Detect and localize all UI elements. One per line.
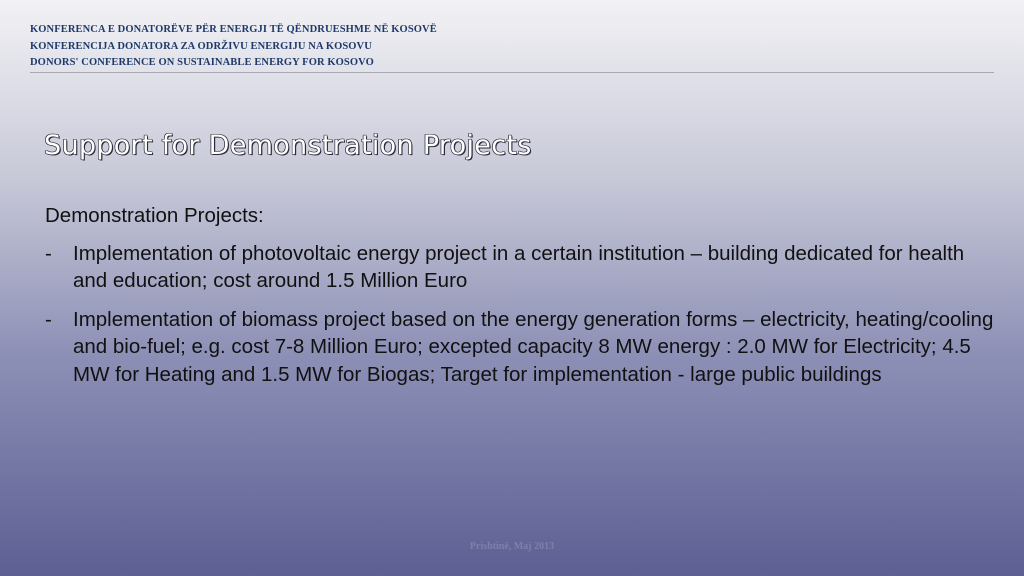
- footer-location-date: Prishtinë, Maj 2013: [469, 541, 555, 552]
- bullet-text: Implementation of photovoltaic energy project in a certain institution – building dedicated for health and education; cost around 1.5 Million Euro: [73, 241, 965, 292]
- bullet-item: [45, 306, 995, 389]
- bullet-item: [45, 240, 995, 295]
- bullet-marker: -: [45, 307, 52, 331]
- slide-body: [45, 202, 995, 399]
- header-line-english: DONORS' CONFERENCE ON SUSTAINABLE ENERGY FOR KOSOVO: [30, 57, 374, 68]
- header-line-serbian: KONFERENCIJA DONATORA ZA ODRŽIVU ENERGIJU NA KOSOVU: [30, 40, 372, 52]
- conference-header: [30, 22, 437, 72]
- header-line-albanian: KONFERENCA E DONATORËVE PËR ENERGJI TË QËNDRUESHME NË KOSOVË: [30, 24, 437, 35]
- header-divider: [30, 72, 994, 73]
- bullet-list: [45, 240, 995, 389]
- intro-text: Demonstration Projects:: [45, 204, 264, 227]
- bullet-marker: -: [45, 241, 52, 265]
- bullet-text: Implementation of biomass project based on the energy generation forms – electricity, heating/cooling and bio-fuel; e.g. cost 7-8 Million Euro; excepted capacity 8 MW energy : 2.0 MW for Electricity; 4.5 MW for Heating and 1.5 MW for Biogas; Target for implementation - large public buildings: [73, 307, 994, 386]
- slide-title: Support for Demonstration Projects: [44, 130, 532, 161]
